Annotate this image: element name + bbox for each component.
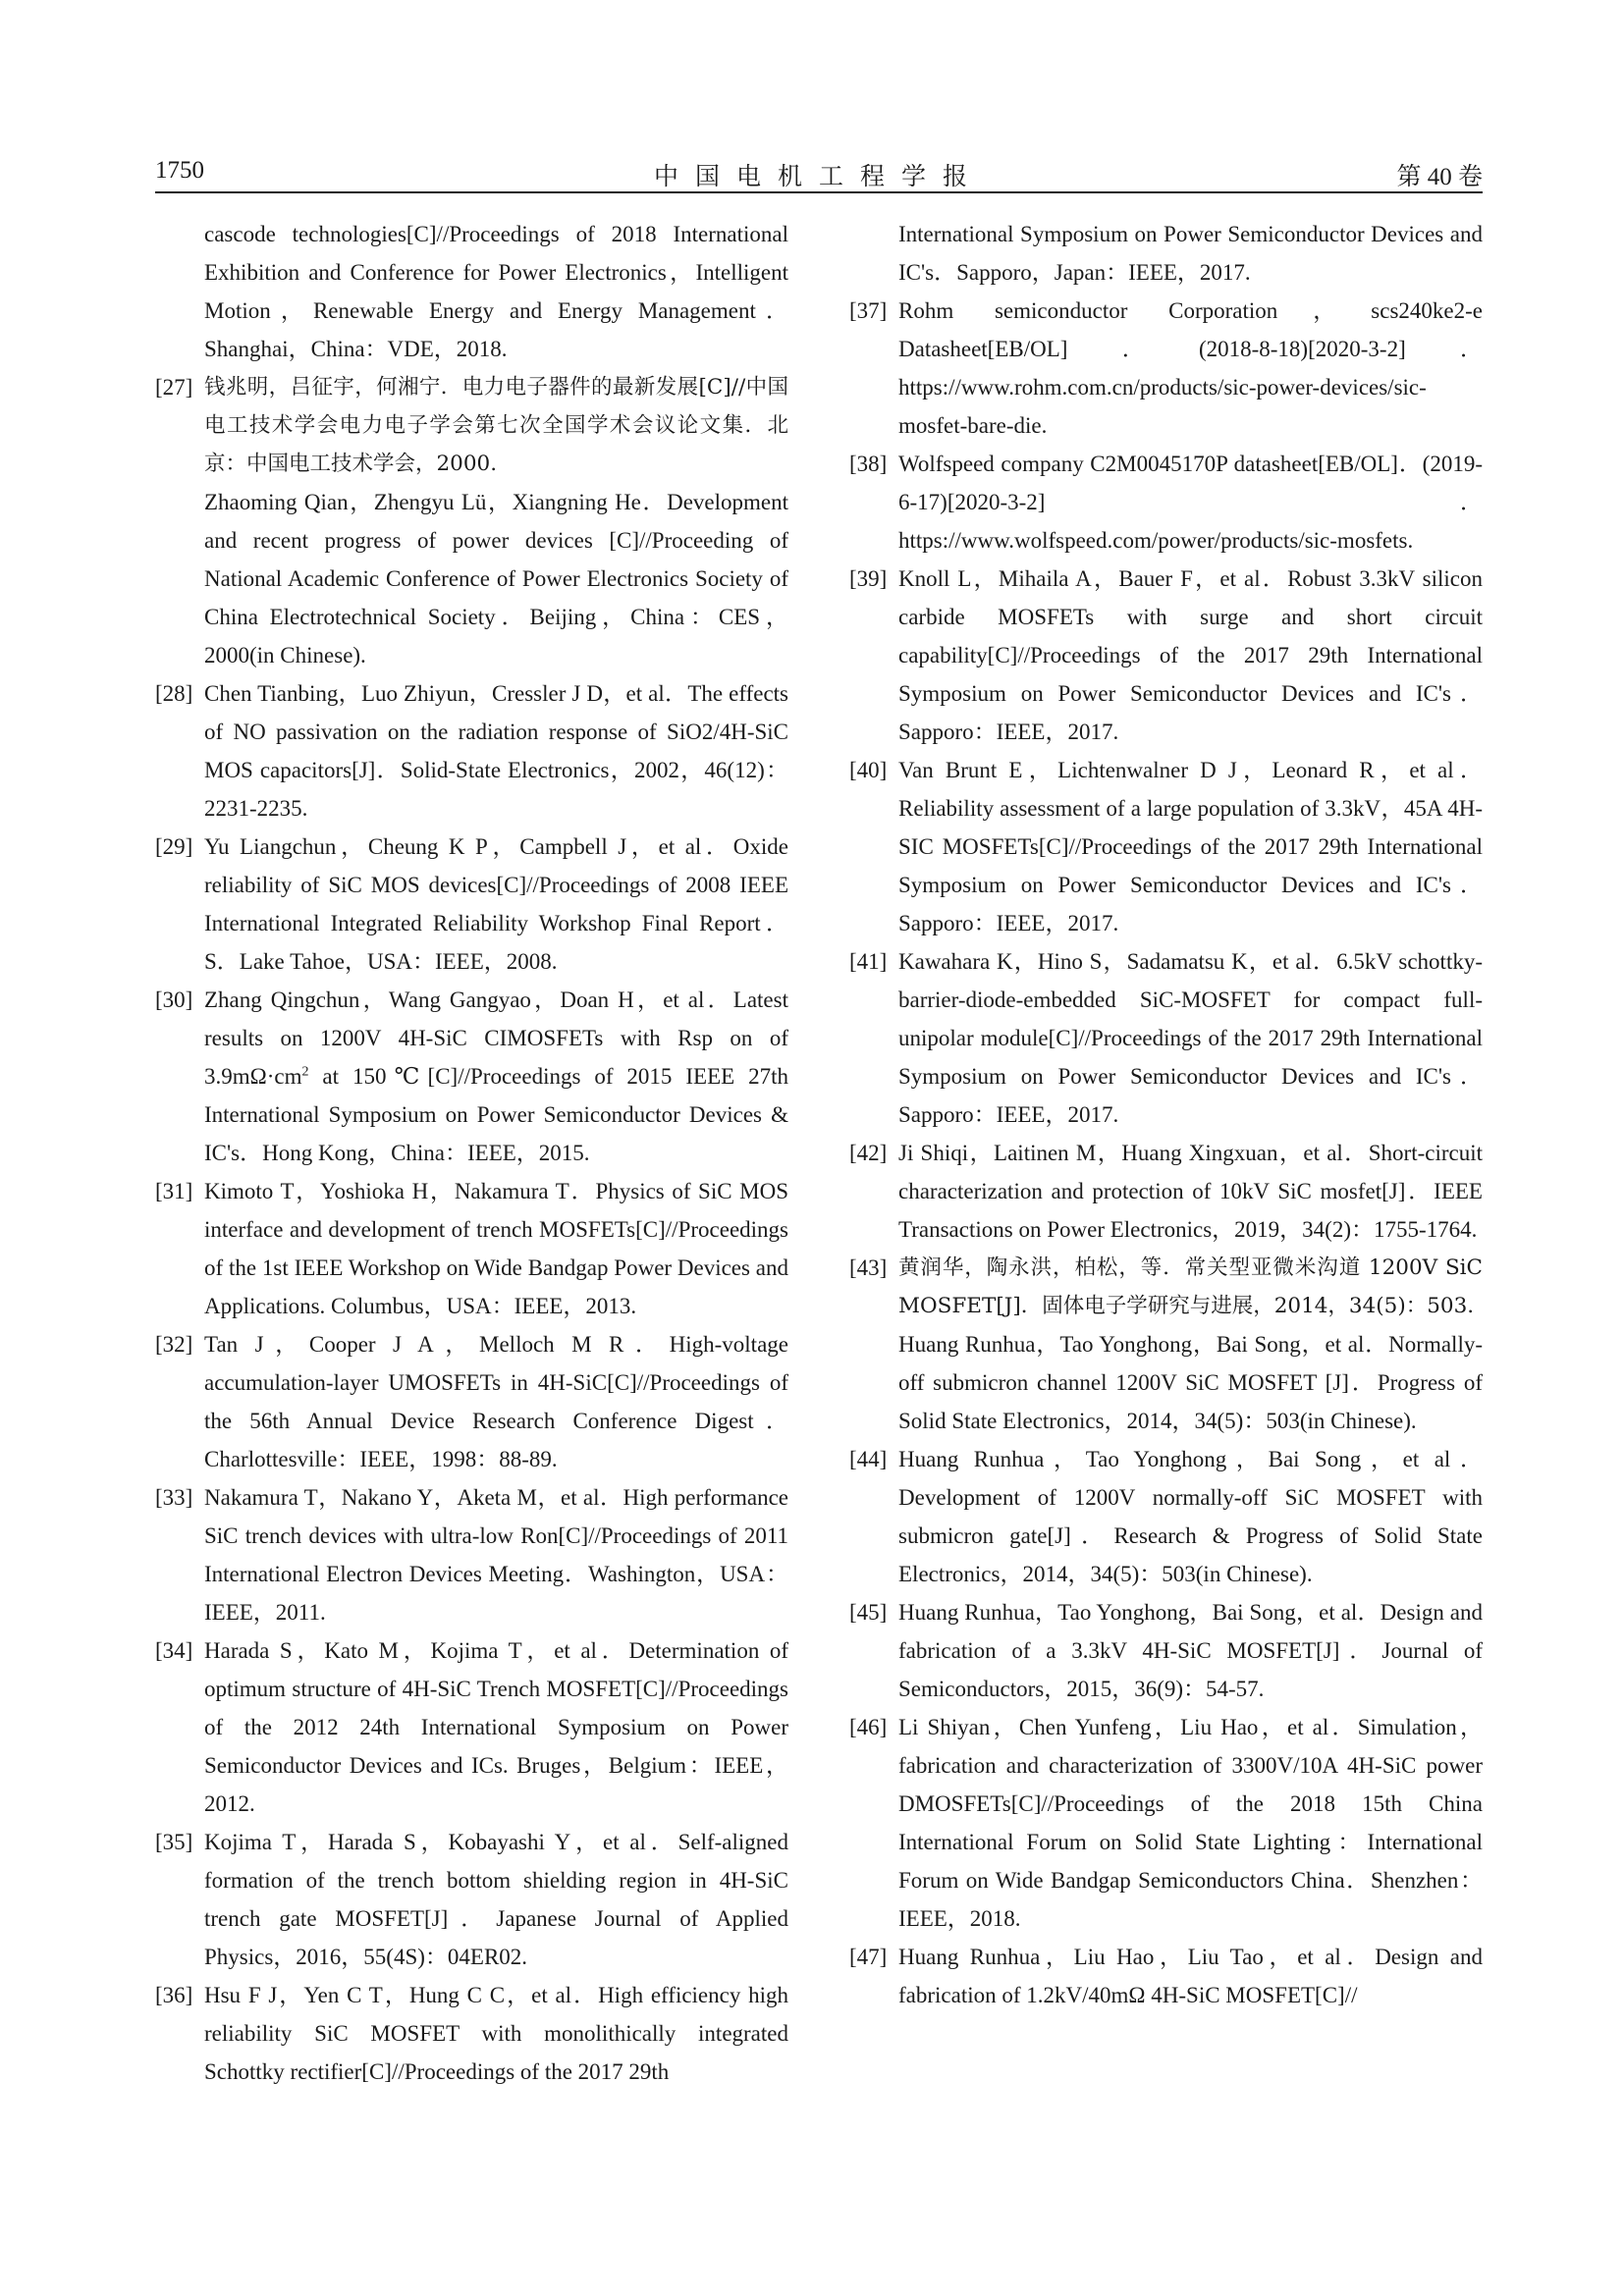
reference-text-part: Zhang Qingchun，Wang Gangyao，Doan H，et al．Latest results on 1200V 4H-SiC CIMOSFETs with Rsp on of 3.9mΩ·cm (204, 988, 788, 1089)
reference-item (155, 368, 788, 674)
reference-number: [33] (155, 1485, 193, 1510)
reference-text: Kojima T，Harada S，Kobayashi Y，et al．Self-aligned formation of the trench bottom shielding region in 4H-SiC trench gate MOSFET[J]．Japanese Journal of Applied Physics，2016，55(4S)：04ER02. (204, 1830, 788, 1969)
reference-text: Wolfspeed company C2M0045170P datasheet[EB/OL]．(2019-6-17)[2020-3-2]．https://www.wolfspeed.com/power/products/sic-mosfets. (898, 452, 1483, 553)
volume-label: 第 40 卷 (1396, 164, 1483, 190)
reference-number: [39] (849, 566, 888, 591)
reference-text: Zhaoming Qian，Zhengyu Lü，Xiangning He．Development and recent progress of power devices [C]//Proceeding of National Academic Conference of Power Electronics Society of China Electrotechnical Society．Beijing，China：CES，2000(in Chinese). (204, 490, 788, 667)
reference-number: [37] (849, 298, 888, 323)
reference-text (204, 981, 788, 1172)
reference-text: Huang Runhua，Tao Yonghong，Bai Song，et al．Design and fabrication of a 3.3kV 4H-SiC MOSFET[J]．Journal of Semiconductors，2015，36(9)：54-57. (898, 1600, 1483, 1701)
reference-text: Kawahara K，Hino S，Sadamatsu K，et al．6.5kV schottky-barrier-diode-embedded SiC-MOSFET for compact full-unipolar module[C]//Proceedings of the 2017 29th International Symposium on Power Semiconductor Devices and IC's．Sapporo：IEEE，2017. (898, 949, 1483, 1127)
reference-item (849, 560, 1483, 751)
reference-item (155, 981, 788, 1172)
reference-text: Harada S，Kato M，Kojima T，et al．Determination of optimum structure of 4H-SiC Trench MOSFET[C]//Proceedings of the 2012 24th International Symposium on Power Semiconductor Devices and ICs. Bruges，Belgium：IEEE，2012. (204, 1638, 788, 1816)
reference-number: [31] (155, 1179, 193, 1203)
reference-item (155, 1172, 788, 1325)
reference-number: [29] (155, 834, 193, 859)
reference-item (155, 1325, 788, 1478)
reference-text: Huang Runhua，Tao Yonghong，Bai Song，et al．Development of 1200V normally-off SiC MOSFET with submicron gate[J]．Research & Progress of Solid State Electronics，2014，34(5)：503(in Chinese). (898, 1447, 1483, 1586)
reference-text: Chen Tianbing，Luo Zhiyun，Cressler J D，et al．The effects of NO passivation on the radiation response of SiO2/4H-SiC MOS capacitors[J]．Solid-State Electronics，2002，46(12)：2231-2235. (204, 681, 788, 821)
reference-item (849, 292, 1483, 445)
reference-text: Hsu F J，Yen C T，Hung C C，et al．High efficiency high reliability SiC MOSFET with monolithically integrated Schottky rectifier[C]//Proceedings of the 2017 29th (204, 1983, 788, 2084)
reference-item (155, 1478, 788, 1631)
reference-item (849, 1593, 1483, 1708)
reference-item (849, 1440, 1483, 1593)
reference-text-part: at 150℃[C]//Proceedings of 2015 IEEE 27th International Symposium on Power Semiconductor Devices & IC's．Hong Kong，China：IEEE，2015. (204, 1064, 788, 1165)
reference-item (849, 1134, 1483, 1249)
reference-number: [32] (155, 1332, 193, 1357)
reference-number: [38] (849, 452, 888, 476)
right-column (849, 215, 1483, 2014)
reference-number: [46] (849, 1715, 888, 1739)
reference-item (849, 1708, 1483, 1938)
reference-continuation: cascode technologies[C]//Proceedings of 2018 International Exhibition and Conference for Power Electronics，Intelligent Motion，Renewable Energy and Energy Management．Shanghai，China：VDE，2018. (204, 222, 788, 361)
reference-item (849, 1938, 1483, 2014)
left-column (155, 215, 788, 2091)
header-rule (155, 191, 1483, 193)
reference-text: Ji Shiqi，Laitinen M，Huang Xingxuan，et al．Short-circuit characterization and protection of 10kV SiC mosfet[J]．IEEE Transactions on Power Electronics，2019，34(2)：1755-1764. (898, 1141, 1483, 1242)
reference-number: [28] (155, 681, 193, 706)
reference-text: Tan J，Cooper J A，Melloch M R．High-voltage accumulation-layer UMOSFETs in 4H-SiC[C]//Proceedings of the 56th Annual Device Research Conference Digest．Charlottesville：IEEE，1998：88-89. (204, 1332, 788, 1471)
reference-number: [30] (155, 988, 193, 1012)
reference-item (155, 1976, 788, 2091)
journal-name: 中国电机工程学报 (653, 162, 984, 190)
reference-item (849, 1249, 1483, 1440)
reference-text: Nakamura T，Nakano Y，Aketa M，et al．High performance SiC trench devices with ultra-low Ron[C]//Proceedings of 2011 International Electron Devices Meeting．Washington，USA：IEEE，2011. (204, 1485, 788, 1625)
reference-item (155, 828, 788, 981)
reference-text: Kimoto T，Yoshioka H，Nakamura T．Physics of SiC MOS interface and development of trench MOSFETs[C]//Proceedings of the 1st IEEE Workshop on Wide Bandgap Power Devices and Applications. Columbus，USA：IEEE，2013. (204, 1179, 788, 1318)
reference-text: Huang Runhua，Liu Hao，Liu Tao，et al．Design and fabrication of 1.2kV/40mΩ 4H-SiC MOSFET[C]// (898, 1945, 1483, 2007)
reference-text: Van Brunt E，Lichtenwalner D J，Leonard R，et al．Reliability assessment of a large population of 3.3kV，45A 4H-SIC MOSFETs[C]//Proceedings of the 2017 29th International Symposium on Power Semiconductor Devices and IC's．Sapporo：IEEE，2017. (898, 758, 1483, 935)
reference-item (155, 674, 788, 828)
page-header (155, 157, 1483, 192)
reference-text-chinese: 黄润华，陶永洪，柏松，等．常关型亚微米沟道 1200V SiC MOSFET[J]．固体电子学研究与进展，2014，34(5)：503. (898, 1255, 1483, 1318)
reference-text: Rohm semiconductor Corporation，scs240ke2-e Datasheet[EB/OL]．(2018-8-18)[2020-3-2]．https://www.rohm.com.cn/products/sic-power-devices/sic-mosfet-bare-die. (898, 298, 1483, 438)
reference-item (849, 445, 1483, 560)
reference-text: Huang Runhua，Tao Yonghong，Bai Song，et al．Normally-off submicron channel 1200V SiC MOSFET [J]．Progress of Solid State Electronics，2014，34(5)：503(in Chinese). (898, 1332, 1483, 1433)
reference-text: Li Shiyan，Chen Yunfeng，Liu Hao，et al．Simulation，fabrication and characterization of 3300V/10A 4H-SiC power DMOSFETs[C]//Proceedings of the 2018 15th China International Forum on Solid State Lighting：International Forum on Wide Bandgap Semiconductors China．Shenzhen：IEEE，2018. (898, 1715, 1484, 1931)
reference-continuation: International Symposium on Power Semiconductor Devices and IC's．Sapporo，Japan：IEEE，2017. (898, 222, 1483, 285)
reference-number: [44] (849, 1447, 888, 1471)
reference-number: [41] (849, 949, 888, 974)
reference-text-chinese: 钱兆明，吕征宇，何湘宁．电力电子器件的最新发展[C]//中国电工技术学会电力电子学会第七次全国学术会议论文集．北京：中国电工技术学会，2000. (204, 375, 788, 476)
reference-number: [36] (155, 1983, 193, 2007)
reference-number: [42] (849, 1141, 888, 1165)
reference-item (155, 1631, 788, 1823)
reference-item (155, 1823, 788, 1976)
reference-number: [47] (849, 1945, 888, 1969)
reference-number: [45] (849, 1600, 888, 1625)
reference-text: Yu Liangchun，Cheung K P，Campbell J，et al．Oxide reliability of SiC MOS devices[C]//Proceedings of 2008 IEEE International Integrated Reliability Workshop Final Report．S．Lake Tahoe，USA：IEEE，2008. (204, 834, 788, 974)
superscript: 2 (301, 1064, 309, 1080)
reference-number: [35] (155, 1830, 193, 1854)
page-number: 1750 (155, 157, 204, 184)
reference-text: Knoll L，Mihaila A，Bauer F，et al．Robust 3.3kV silicon carbide MOSFETs with surge and short circuit capability[C]//Proceedings of the 2017 29th International Symposium on Power Semiconductor Devices and IC's．Sapporo：IEEE，2017. (898, 566, 1483, 744)
reference-number: [43] (849, 1255, 888, 1280)
reference-number: [40] (849, 758, 888, 782)
reference-number: [27] (155, 375, 193, 400)
reference-number: [34] (155, 1638, 193, 1663)
reference-item (849, 751, 1483, 942)
reference-item (849, 942, 1483, 1134)
